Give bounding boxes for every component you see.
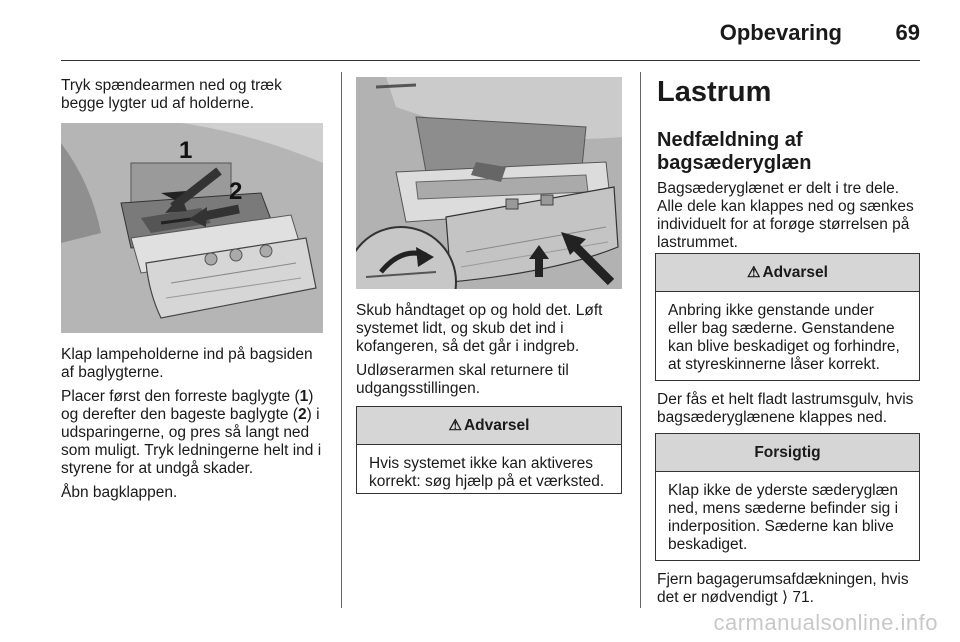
paragraph-open-tailgate: Åbn bagklappen. <box>61 484 178 501</box>
column-3 <box>657 76 922 109</box>
subheading-block <box>657 129 857 175</box>
column-3-intro <box>657 180 922 252</box>
text-run: ) og derefter den bageste baglygte ( <box>61 388 314 423</box>
column-3-flat-floor <box>657 391 922 427</box>
caution-body: Klap ikke de yderste sæderyglæn ned, mens sæderne befinder sig i inderposition. Sæderne kan blive beskadiget. <box>668 482 899 553</box>
figure-callout-1: 1 <box>179 137 193 164</box>
figure-ref-1: 1 <box>299 388 309 405</box>
warning-triangle-icon: ⚠ <box>448 417 462 434</box>
column-divider <box>640 72 641 608</box>
column-3-cover <box>657 571 922 607</box>
warning-title: Advarsel <box>463 417 530 434</box>
paragraph-remove-cover <box>657 571 922 607</box>
paragraph-fold-holders: Klap lampeholderne ind på bagsiden af baglygterne. <box>61 346 313 381</box>
warning-body: Anbring ikke genstande under eller bag sæderne. Genstandene kan blive beskadiget og forhindre, at styreskinnerne låser korrekt. <box>668 302 900 373</box>
column-2-body <box>356 302 626 398</box>
paragraph-push-handle: Skub håndtaget op og hold det. Løft systemet lidt, og skub det ind i kofangeren, så det går i indgreb. <box>356 302 603 355</box>
warning-box-objects <box>655 253 920 381</box>
warning-triangle-icon: ⚠ <box>747 264 761 281</box>
warning-box-header <box>656 254 919 292</box>
text-run: . <box>809 589 814 606</box>
watermark-text: carmanualsonline.info <box>713 610 938 635</box>
text-run: ) i udsparingerne, og pres så langt ned som muligt. Tryk ledningerne helt ind i styrene for at undgå skader. <box>61 406 322 477</box>
chapter-heading: Lastrum <box>657 76 772 108</box>
text-run: Placer først den forreste baglygte ( <box>61 388 300 405</box>
intro-text: Tryk spændearmen ned og træk begge lygter ud af holderne. <box>61 77 282 112</box>
paragraph-release-lever: Udløserarmen skal returnere til udgangsstillingen. <box>356 362 569 397</box>
paragraph-place-lights <box>61 388 329 478</box>
caution-box <box>655 433 920 561</box>
paragraph-flat-floor: Der fås et helt fladt lastrumsgulv, hvis bagsæderyglænene klappes ned. <box>657 391 914 426</box>
tail-light-illustration <box>61 123 323 333</box>
text-run: Fjern bagagerumsafdækningen, hvis det er nødvendigt <box>657 571 909 606</box>
warning-body: Hvis systemet ikke kan aktiveres korrekt: søg hjælp på et værksted. <box>369 455 605 490</box>
carrier-system-illustration <box>356 77 622 289</box>
page-number: 69 <box>895 20 920 45</box>
carrier-drawing <box>356 77 622 289</box>
paragraph-backrest-split: Bagsæderyglænet er delt i tre dele. Alle dele kan klappes ned og sænkes individuelt for at forøge størrelsen på lastrummet. <box>657 180 914 251</box>
header-divider <box>61 60 920 61</box>
warning-title: Advarsel <box>762 264 828 281</box>
warning-box-header <box>357 407 621 445</box>
figure-ref-2: 2 <box>297 406 307 423</box>
warning-box-system <box>356 406 622 494</box>
column-1 <box>61 77 329 113</box>
page-reference-link[interactable]: 71 <box>792 589 810 606</box>
caution-box-header: Forsigtig <box>656 434 919 472</box>
figure-callout-2: 2 <box>229 178 243 205</box>
subheading: Nedfældning af bagsæderyglæn <box>657 129 812 174</box>
column-1-body <box>61 346 329 502</box>
section-title: Opbevaring <box>719 20 842 45</box>
column-divider <box>341 72 342 608</box>
arrow-ref-icon: ⟩ <box>781 589 789 606</box>
